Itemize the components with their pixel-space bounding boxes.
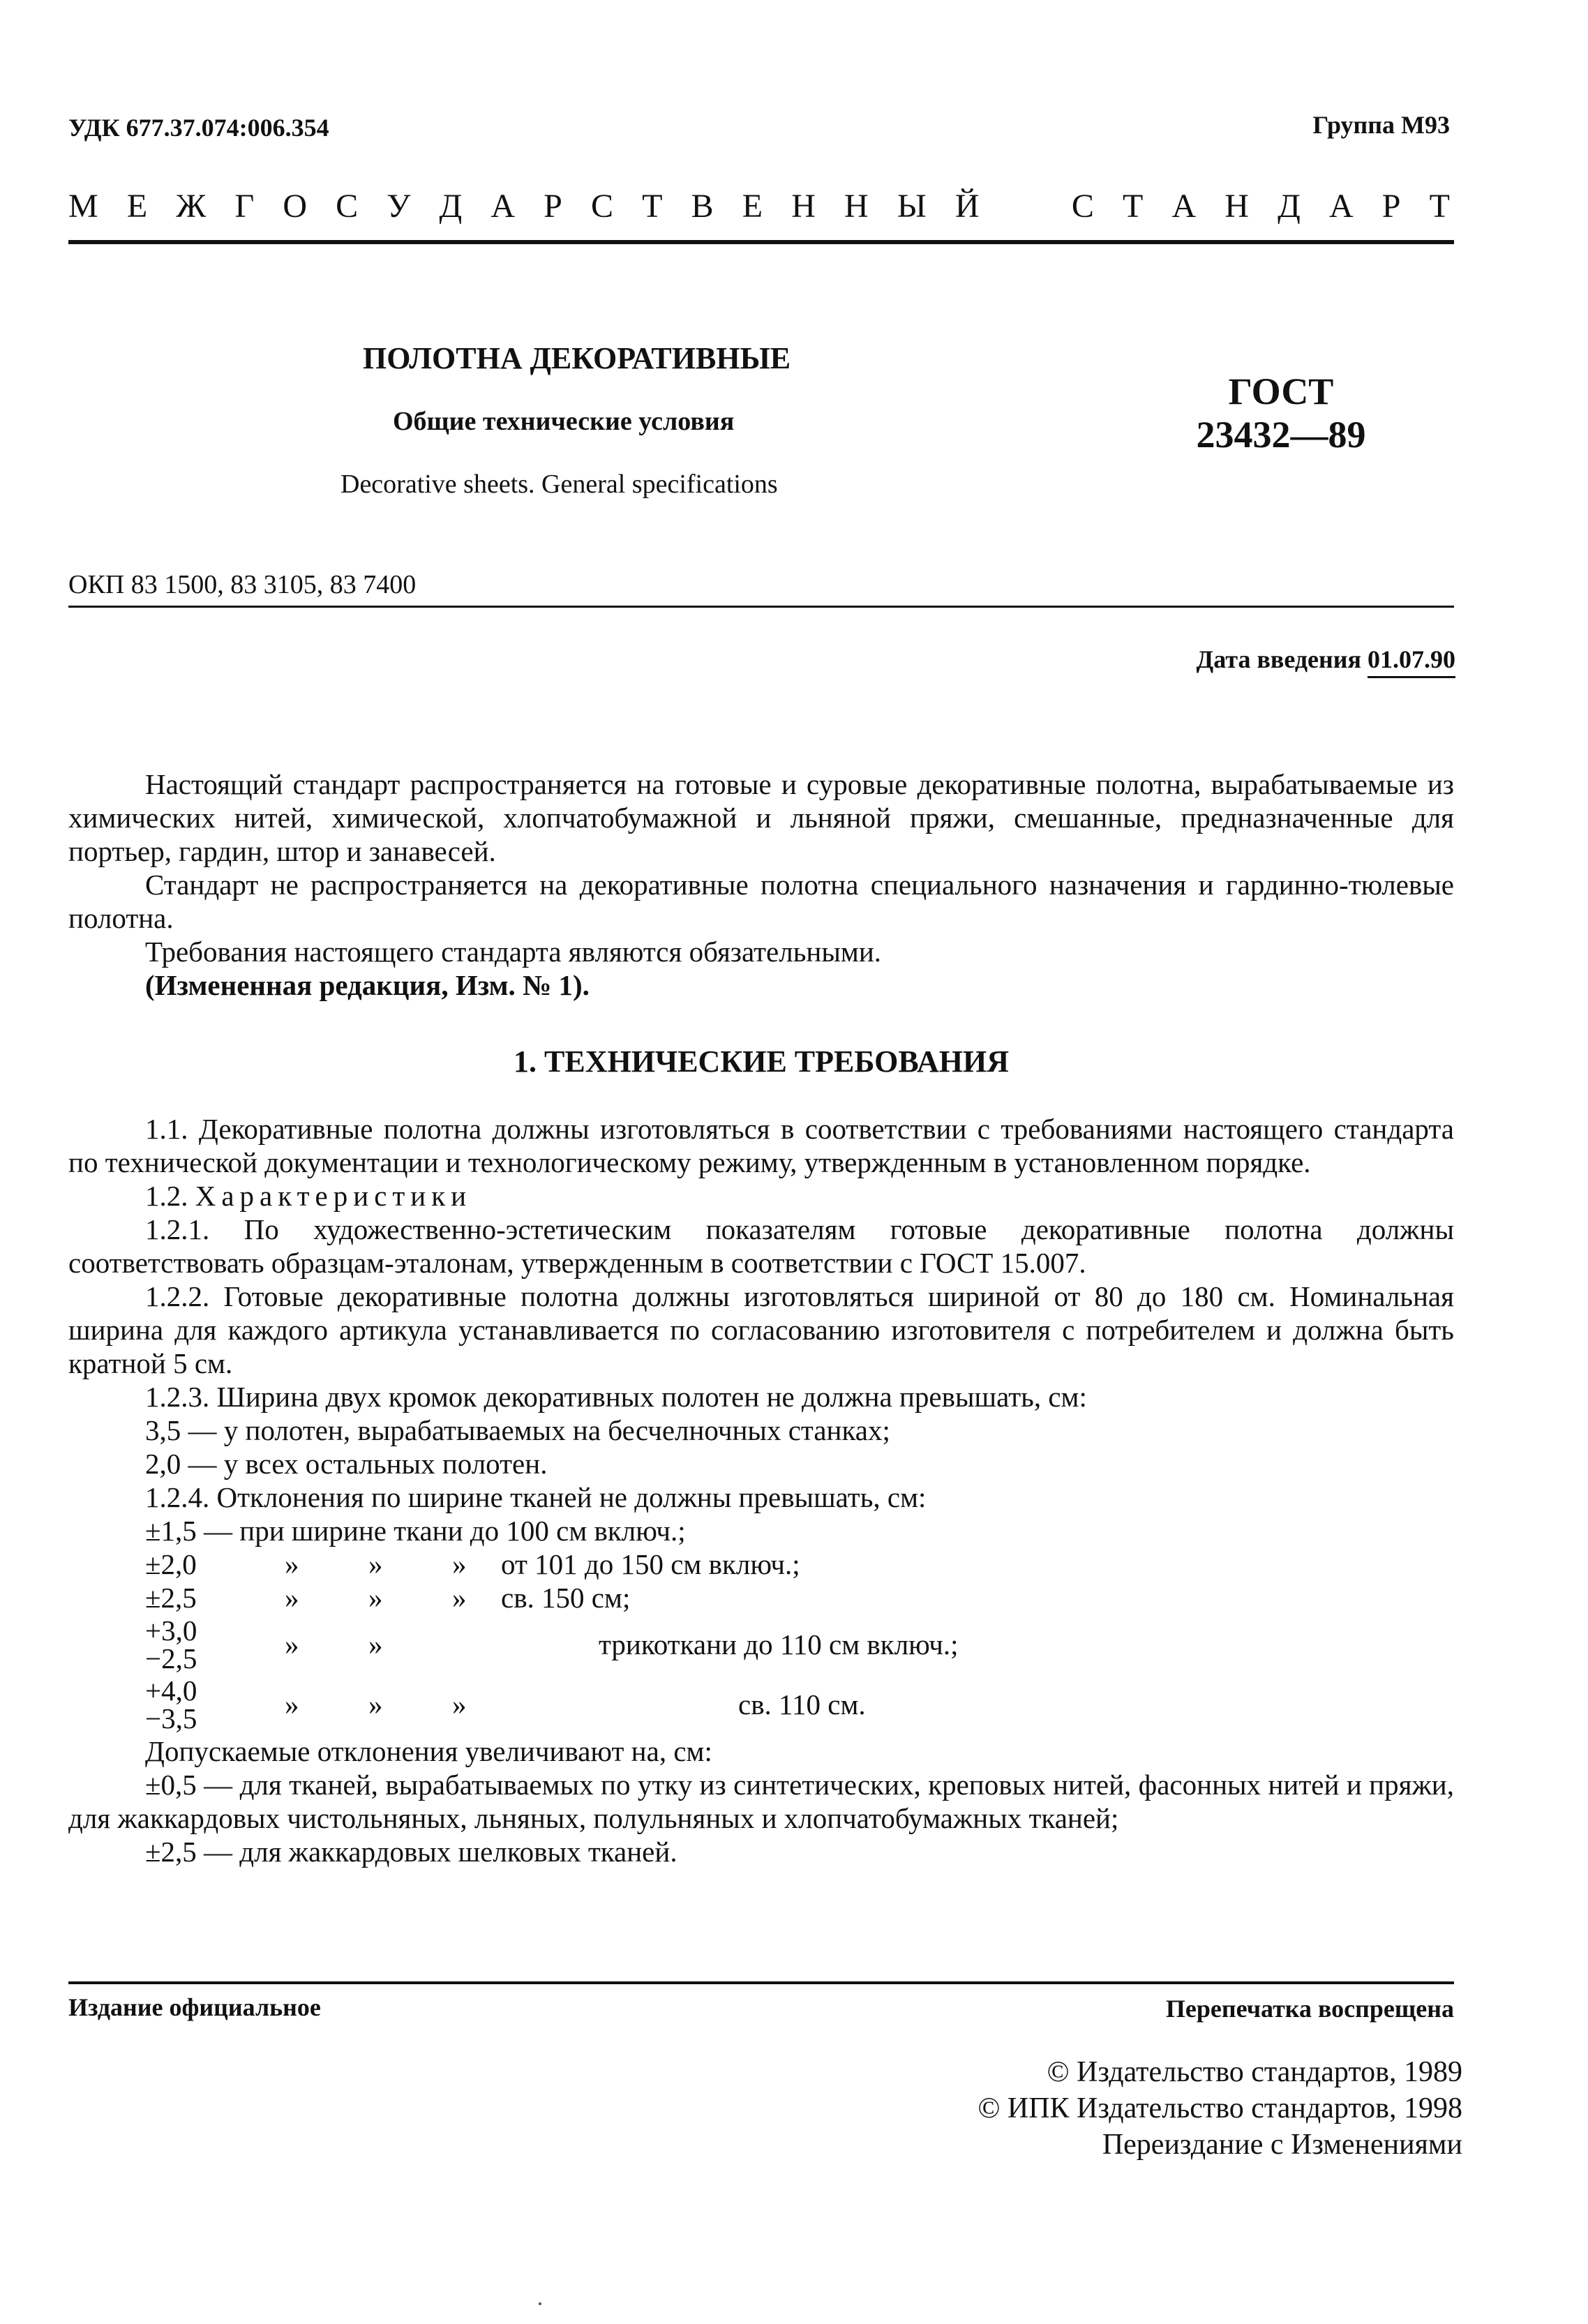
deviation-row (145, 1614, 1454, 1674)
ditto-mark: » (368, 1688, 383, 1720)
intro-paragraph: Стандарт не распространяется на декоративные полотна специального назначения и гардинно-тюлевые полотна. (68, 869, 1454, 934)
ditto-mark: » (368, 1548, 383, 1580)
gost-code: 23432—89 (1196, 414, 1366, 456)
footer-rule (68, 1981, 1454, 1984)
ditto-mark: » (452, 1582, 467, 1614)
allowance-item: ±0,5 — для тканей, вырабатываемых по утку из синтетических, креповых нитей, фасонных нитей и пряжи, для жаккардовых чистольняных, льняных, полульняных и хлопчатобумажных тканей; (68, 1769, 1454, 1834)
deviation-value: +4,0 −3,5 (145, 1674, 197, 1734)
deviation-text: св. 150 см; (501, 1582, 631, 1614)
clause-1-2-3: 1.2.3. Ширина двух кромок декоративных полотен не должна превышать, см: (145, 1381, 1087, 1413)
banner-letter: Г (234, 188, 255, 225)
clause-1-2 (68, 1179, 1454, 1213)
deviation-text: св. 110 см. (738, 1688, 866, 1720)
edge-item: 3,5 — у полотен, вырабатываемых на бесчелночных станках; (145, 1414, 890, 1446)
interstate-standard-banner (68, 187, 1450, 225)
clause-1-2-2: 1.2.2. Готовые декоративные полотна должны изготовляться шириной от 80 до 180 см. Номинальная ширина для каждого артикула устанавливается по согласованию изготовителя с потребителем и должна быть кратной 5 см. (68, 1280, 1454, 1379)
introduction-date-label: Дата введения (1196, 645, 1361, 673)
ditto-mark: » (368, 1628, 383, 1660)
copyright-block (977, 2054, 1462, 2163)
banner-letter: С (1071, 188, 1094, 225)
banner-letter: А (1328, 188, 1354, 225)
intro-paragraph: Требования настоящего стандарта являются обязательными. (145, 936, 882, 968)
deviation-text: от 101 до 150 см включ.; (501, 1548, 800, 1580)
document-title: ПОЛОТНА ДЕКОРАТИВНЫЕ (363, 341, 791, 375)
clause-1-1: 1.1. Декоративные полотна должны изготовляться в соответствии с требованиями настоящего стандарта по технической документации и технологическому режиму, утвержденным в установленном порядке. (68, 1113, 1454, 1178)
banner-gap (1008, 187, 1043, 225)
ditto-mark: » (285, 1688, 299, 1720)
okp-codes: ОКП 83 1500, 83 3105, 83 7400 (68, 570, 417, 599)
deviation-row (145, 1674, 1454, 1734)
banner-letter: Т (1122, 188, 1144, 225)
gost-label: ГОСТ (1228, 370, 1334, 412)
clause-1-2-title: Характеристики (195, 1180, 472, 1212)
clause-1-2-1: 1.2.1. По художественно-эстетическим показателям готовые декоративные полотна должны соответствовать образцам-эталонам, утвержденным в соответствии с ГОСТ 15.007. (68, 1213, 1454, 1279)
ditto-mark: » (285, 1548, 299, 1580)
deviation-item: ±1,5 — при ширине ткани до 100 см включ.; (145, 1515, 686, 1547)
reissue-note: Переиздание с Изменениями (1102, 2129, 1462, 2161)
clause-1-2-number: 1.2. (145, 1180, 188, 1212)
official-edition-label: Издание официальное (68, 1993, 321, 2021)
banner-letter: Ж (176, 188, 207, 225)
deviation-table (145, 1547, 1454, 1734)
allowance-item: ±2,5 — для жаккардовых шелковых тканей. (145, 1836, 677, 1868)
copyright-line: © ИПК Издательство стандартов, 1998 (977, 2092, 1462, 2124)
banner-letter: Д (1278, 188, 1301, 225)
banner-letter: Е (126, 188, 148, 225)
banner-letter: В (691, 188, 714, 225)
edge-item: 2,0 — у всех остальных полотен. (145, 1448, 548, 1480)
okp-rule (68, 606, 1454, 608)
banner-letter: Н (844, 188, 869, 225)
banner-letter: А (490, 188, 515, 225)
deviation-row (145, 1547, 1454, 1581)
ditto-mark: » (452, 1548, 467, 1580)
introduction-date (1197, 645, 1456, 674)
banner-letter: М (68, 188, 98, 225)
banner-letter: Д (439, 188, 463, 225)
ditto-mark: » (285, 1628, 299, 1660)
group-code: Группа М93 (1312, 111, 1450, 139)
intro-paragraph: Настоящий стандарт распространяется на готовые и суровые декоративные полотна, вырабатываемые из химических нитей, химической, хлопчатобумажной и льняной пряжи, смешанные, предназначенные для портьер, гардин, штор и занавесей. (68, 768, 1454, 867)
introduction-date-value: 01.07.90 (1368, 645, 1455, 678)
copyright-line: © Издательство стандартов, 1989 (1047, 2056, 1462, 2088)
banner-letter: Ы (897, 188, 927, 225)
document-subtitle: Общие технические условия (393, 407, 735, 436)
ditto-mark: » (285, 1582, 299, 1614)
deviation-value: +3,0 −2,5 (145, 1614, 197, 1674)
banner-letter: О (283, 188, 308, 225)
banner-letter: У (387, 188, 411, 225)
header-rule (68, 240, 1454, 244)
banner-letter: Н (1224, 188, 1249, 225)
banner-letter: С (590, 188, 613, 225)
banner-letter: Р (1381, 188, 1401, 225)
banner-letter: Е (742, 188, 763, 225)
banner-letter: Н (791, 188, 816, 225)
deviation-text: трикоткани до 110 см включ.; (599, 1628, 959, 1660)
banner-letter: Т (1429, 188, 1450, 225)
clause-1-2-4: 1.2.4. Отклонения по ширине тканей не должны превышать, см: (145, 1481, 927, 1513)
section-heading: 1. ТЕХНИЧЕСКИЕ ТРЕБОВАНИЯ (514, 1044, 1009, 1079)
amendment-note: (Измененная редакция, Изм. № 1). (145, 969, 590, 1001)
reprint-prohibited-label: Перепечатка воспрещена (1165, 1995, 1454, 2023)
allowance-intro: Допускаемые отклонения увеличивают на, см: (145, 1735, 712, 1767)
banner-letter: Р (544, 188, 562, 225)
banner-letter: С (336, 188, 359, 225)
document-body (68, 767, 1454, 1868)
deviation-value: ±2,0 (145, 1548, 197, 1580)
banner-letter: Т (642, 188, 663, 225)
banner-letter: А (1171, 188, 1197, 225)
gost-number (1176, 370, 1386, 456)
udk-code: УДК 677.37.074:006.354 (68, 114, 329, 142)
english-title: Decorative sheets. General specifications (340, 470, 778, 499)
banner-letter: Й (954, 188, 980, 225)
scan-dot (539, 2302, 541, 2305)
ditto-mark: » (368, 1582, 383, 1614)
ditto-mark: » (452, 1688, 467, 1720)
deviation-value: ±2,5 (145, 1582, 197, 1614)
deviation-row (145, 1581, 1454, 1614)
